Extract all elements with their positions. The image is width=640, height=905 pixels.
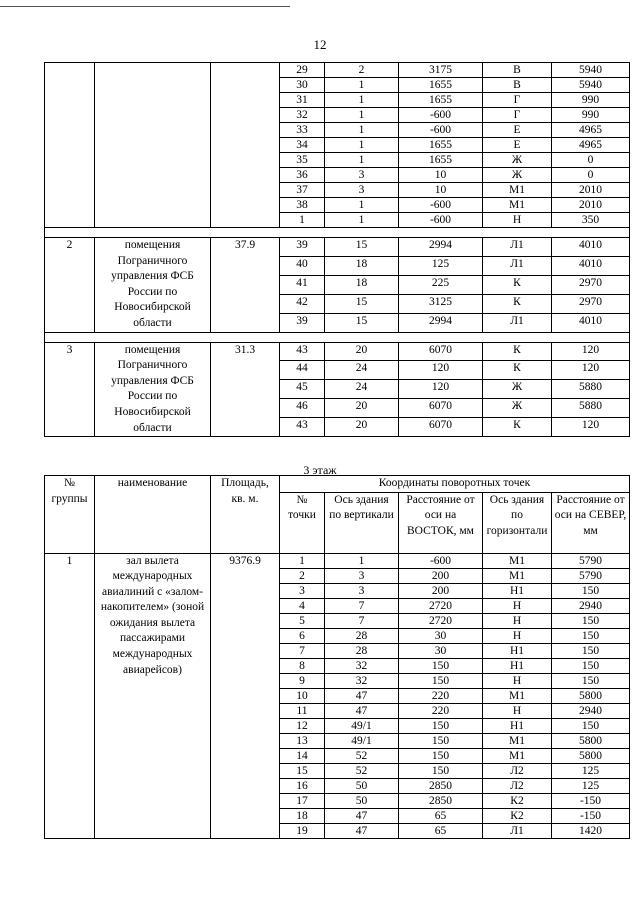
table-cell: 35: [280, 153, 325, 168]
table-cell: 47: [325, 808, 399, 823]
table-cell: 43: [280, 342, 325, 361]
table-cell: 28: [325, 628, 399, 643]
table-cell: 125: [552, 763, 630, 778]
table-cell: К: [483, 418, 552, 437]
table-cell: Ж: [483, 399, 552, 418]
table-cell: М1: [483, 568, 552, 583]
table-cell: 5880: [552, 399, 630, 418]
table-cell: 150: [552, 613, 630, 628]
table-cell: Л2: [483, 763, 552, 778]
table-cell: 150: [552, 628, 630, 643]
table-cell: 220: [399, 688, 483, 703]
table-cell: 2010: [552, 198, 630, 213]
table-cell: 5940: [552, 63, 630, 78]
table-cell: 3125: [399, 294, 483, 313]
header-east-distance: Расстояние от оси на ВОСТОК, мм: [399, 492, 483, 553]
table-cell: 2: [325, 63, 399, 78]
table-cell: 6070: [399, 418, 483, 437]
table-cell: 18: [325, 275, 399, 294]
table-cell: 13: [280, 733, 325, 748]
table-cell: 150: [399, 763, 483, 778]
table-cell: 200: [399, 568, 483, 583]
table-cell: Н1: [483, 718, 552, 733]
table-cell: Л1: [483, 256, 552, 275]
table-cell: 3: [325, 583, 399, 598]
table-cell: 150: [399, 748, 483, 763]
table-cell: 24: [325, 380, 399, 399]
table-cell: Н: [483, 628, 552, 643]
separator-cell: [45, 228, 630, 238]
group-area-cell: 9376.9: [211, 553, 280, 838]
table-cell: 2970: [552, 294, 630, 313]
table-cell: 52: [325, 763, 399, 778]
table-cell: 44: [280, 361, 325, 380]
table-row: [45, 342, 630, 361]
table-cell: Н: [483, 598, 552, 613]
table-cell: К: [483, 342, 552, 361]
group-name-cell: [95, 63, 211, 228]
table-cell: 0: [552, 153, 630, 168]
table-cell: 2850: [399, 778, 483, 793]
table-cell: 10: [280, 688, 325, 703]
group-name-cell: зал вылета международных авиалиний с «залом-накопителем» (зоной ожидания вылета пассажирами международных авиарейсов): [95, 553, 211, 838]
header-row: [45, 476, 630, 493]
table-cell: 1: [325, 153, 399, 168]
table-cell: 15: [325, 238, 399, 257]
table-cell: 2940: [552, 598, 630, 613]
table-cell: 5800: [552, 733, 630, 748]
table-cell: 28: [325, 643, 399, 658]
table-cell: 150: [399, 718, 483, 733]
table-cell: Г: [483, 93, 552, 108]
group-number-cell: [45, 63, 95, 228]
table-cell: 990: [552, 93, 630, 108]
group-number-cell: 1: [45, 553, 95, 838]
table-cell: К2: [483, 808, 552, 823]
table-cell: 8: [280, 658, 325, 673]
table-cell: 18: [280, 808, 325, 823]
table-cell: 150: [399, 673, 483, 688]
table-cell: 5800: [552, 748, 630, 763]
table-cell: 32: [280, 108, 325, 123]
table-cell: 120: [552, 418, 630, 437]
table-cell: Н1: [483, 643, 552, 658]
header-coordinates: Координаты поворотных точек: [280, 476, 630, 493]
table-cell: 225: [399, 275, 483, 294]
table-cell: 2940: [552, 703, 630, 718]
table-cell: 150: [399, 733, 483, 748]
table-cell: 15: [325, 294, 399, 313]
table-cell: Л1: [483, 238, 552, 257]
table-cell: 2720: [399, 598, 483, 613]
table-cell: 2970: [552, 275, 630, 294]
table-cell: 1655: [399, 153, 483, 168]
table-cell: 120: [399, 380, 483, 399]
table-cell: 4965: [552, 123, 630, 138]
table-cell: 7: [325, 613, 399, 628]
table-cell: Л1: [483, 823, 552, 838]
table-cell: 220: [399, 703, 483, 718]
table-cell: 3: [280, 583, 325, 598]
table-cell: 200: [399, 583, 483, 598]
table-cell: Н: [483, 673, 552, 688]
table-cell: В: [483, 63, 552, 78]
table-cell: 6: [280, 628, 325, 643]
table-cell: -600: [399, 213, 483, 228]
table-cell: Ж: [483, 153, 552, 168]
table-row: [45, 63, 630, 78]
table-row: [45, 553, 630, 568]
group-number-cell: 3: [45, 342, 95, 437]
table-cell: М1: [483, 688, 552, 703]
table-cell: 65: [399, 808, 483, 823]
table-cell: 1: [325, 78, 399, 93]
table-cell: 1: [325, 93, 399, 108]
table-cell: М1: [483, 198, 552, 213]
table-cell: 1655: [399, 78, 483, 93]
table-cell: 1: [280, 213, 325, 228]
table-cell: 15: [325, 313, 399, 332]
coordinates-table-top: [44, 62, 630, 437]
table-cell: 30: [399, 643, 483, 658]
table-cell: 15: [280, 763, 325, 778]
table-cell: 2994: [399, 313, 483, 332]
table-cell: 65: [399, 823, 483, 838]
table-cell: 1: [325, 553, 399, 568]
table-cell: 150: [552, 643, 630, 658]
table-cell: К: [483, 275, 552, 294]
group-number-cell: 2: [45, 238, 95, 333]
table-cell: Ж: [483, 168, 552, 183]
table-cell: 17: [280, 793, 325, 808]
table-cell: 20: [325, 418, 399, 437]
table-cell: В: [483, 78, 552, 93]
table-cell: 350: [552, 213, 630, 228]
table-cell: 46: [280, 399, 325, 418]
table-cell: 3175: [399, 63, 483, 78]
table-cell: 150: [552, 583, 630, 598]
table-cell: К: [483, 361, 552, 380]
table-cell: 7: [280, 643, 325, 658]
table-cell: 31: [280, 93, 325, 108]
table-cell: 37: [280, 183, 325, 198]
table-cell: 5800: [552, 688, 630, 703]
group-area-cell: [211, 63, 280, 228]
table-cell: 3: [325, 168, 399, 183]
table-cell: 6070: [399, 399, 483, 418]
header-name: наименование: [95, 476, 211, 554]
table-cell: 20: [325, 342, 399, 361]
group-name-cell: помещения Пограничного управления ФСБ России по Новосибирской области: [95, 342, 211, 437]
table-cell: 7: [325, 598, 399, 613]
table-cell: М1: [483, 748, 552, 763]
table-cell: 34: [280, 138, 325, 153]
table-cell: К2: [483, 793, 552, 808]
table-cell: 39: [280, 238, 325, 257]
table-cell: 4965: [552, 138, 630, 153]
table-cell: Н: [483, 703, 552, 718]
table-cell: 50: [325, 778, 399, 793]
table-cell: 2994: [399, 238, 483, 257]
table-cell: 39: [280, 313, 325, 332]
table-cell: 2010: [552, 183, 630, 198]
table-cell: 20: [325, 399, 399, 418]
table-cell: 10: [399, 168, 483, 183]
coordinates-table-bottom: [44, 475, 630, 839]
table-cell: 5: [280, 613, 325, 628]
group-name-cell: помещения Пограничного управления ФСБ России по Новосибирской области: [95, 238, 211, 333]
table-cell: 6070: [399, 342, 483, 361]
table-cell: 1655: [399, 138, 483, 153]
table-cell: 1: [280, 553, 325, 568]
table-cell: 30: [399, 628, 483, 643]
table-cell: 49/1: [325, 718, 399, 733]
table-cell: К: [483, 294, 552, 313]
table-cell: 3: [325, 183, 399, 198]
table-cell: Л1: [483, 313, 552, 332]
table-cell: 43: [280, 418, 325, 437]
table-cell: 5790: [552, 568, 630, 583]
header-horizontal-axis: Ось здания по горизонтали: [483, 492, 552, 553]
table-cell: 14: [280, 748, 325, 763]
floor-title: 3 этаж: [303, 463, 337, 477]
table-cell: Г: [483, 108, 552, 123]
header-point-number: № точки: [280, 492, 325, 553]
header-group-number: № группы: [45, 476, 95, 554]
separator-cell: [45, 332, 630, 342]
table-cell: 4010: [552, 238, 630, 257]
table-cell: Н1: [483, 658, 552, 673]
table-cell: 33: [280, 123, 325, 138]
table-cell: Е: [483, 123, 552, 138]
table-cell: 1420: [552, 823, 630, 838]
table-cell: 125: [399, 256, 483, 275]
table-cell: Н1: [483, 583, 552, 598]
table-cell: -600: [399, 108, 483, 123]
table-cell: 32: [325, 658, 399, 673]
table-cell: 990: [552, 108, 630, 123]
table-cell: 40: [280, 256, 325, 275]
table-cell: 38: [280, 198, 325, 213]
table-cell: 12: [280, 718, 325, 733]
table-cell: 50: [325, 793, 399, 808]
table-cell: 11: [280, 703, 325, 718]
table-cell: 47: [325, 823, 399, 838]
table-cell: 36: [280, 168, 325, 183]
table-cell: 3: [325, 568, 399, 583]
table-cell: М1: [483, 183, 552, 198]
table-cell: 1: [325, 198, 399, 213]
header-north-distance: Расстояние от оси на СЕВЕР, мм: [552, 492, 630, 553]
table-cell: 45: [280, 380, 325, 399]
table-cell: 24: [325, 361, 399, 380]
table-cell: 2: [280, 568, 325, 583]
table-cell: Л2: [483, 778, 552, 793]
table-cell: 30: [280, 78, 325, 93]
table-cell: 150: [399, 658, 483, 673]
table-cell: 10: [399, 183, 483, 198]
header-vertical-axis: Ось здания по вертикали: [325, 492, 399, 553]
table-cell: -150: [552, 808, 630, 823]
table-cell: 19: [280, 823, 325, 838]
table-cell: 2720: [399, 613, 483, 628]
table-cell: Н: [483, 213, 552, 228]
table-cell: 125: [552, 778, 630, 793]
table-cell: 0: [552, 168, 630, 183]
table-cell: 150: [552, 718, 630, 733]
group-separator-row: [45, 332, 630, 342]
table-cell: 1: [325, 123, 399, 138]
table-cell: -150: [552, 793, 630, 808]
header-rule: [0, 6, 290, 7]
table-cell: 4010: [552, 256, 630, 275]
table-cell: Е: [483, 138, 552, 153]
table-cell: 5790: [552, 553, 630, 568]
table-cell: 41: [280, 275, 325, 294]
table-cell: Ж: [483, 380, 552, 399]
table-cell: 52: [325, 748, 399, 763]
page-number: 12: [313, 37, 327, 52]
table-cell: 5880: [552, 380, 630, 399]
table-cell: 5940: [552, 78, 630, 93]
table-cell: 150: [552, 658, 630, 673]
table-cell: 49/1: [325, 733, 399, 748]
table-cell: 120: [552, 361, 630, 380]
group-area-cell: 31.3: [211, 342, 280, 437]
table-cell: 32: [325, 673, 399, 688]
table-cell: 150: [552, 673, 630, 688]
table-cell: Н: [483, 613, 552, 628]
table-cell: 47: [325, 703, 399, 718]
table-cell: 29: [280, 63, 325, 78]
table-cell: 18: [325, 256, 399, 275]
table-cell: 1: [325, 108, 399, 123]
table-cell: 16: [280, 778, 325, 793]
table-cell: М1: [483, 733, 552, 748]
table-cell: 4: [280, 598, 325, 613]
table-row: [45, 238, 630, 257]
table-cell: 47: [325, 688, 399, 703]
table-cell: 120: [399, 361, 483, 380]
table-cell: -600: [399, 123, 483, 138]
table-cell: 42: [280, 294, 325, 313]
group-area-cell: 37.9: [211, 238, 280, 333]
table-cell: 9: [280, 673, 325, 688]
header-area: Площадь, кв. м.: [211, 476, 280, 554]
group-separator-row: [45, 228, 630, 238]
table-cell: М1: [483, 553, 552, 568]
table-cell: 4010: [552, 313, 630, 332]
table-cell: 120: [552, 342, 630, 361]
table-cell: 2850: [399, 793, 483, 808]
table-cell: -600: [399, 198, 483, 213]
table-cell: 1: [325, 213, 399, 228]
table-cell: 1655: [399, 93, 483, 108]
table-cell: -600: [399, 553, 483, 568]
table-cell: 1: [325, 138, 399, 153]
